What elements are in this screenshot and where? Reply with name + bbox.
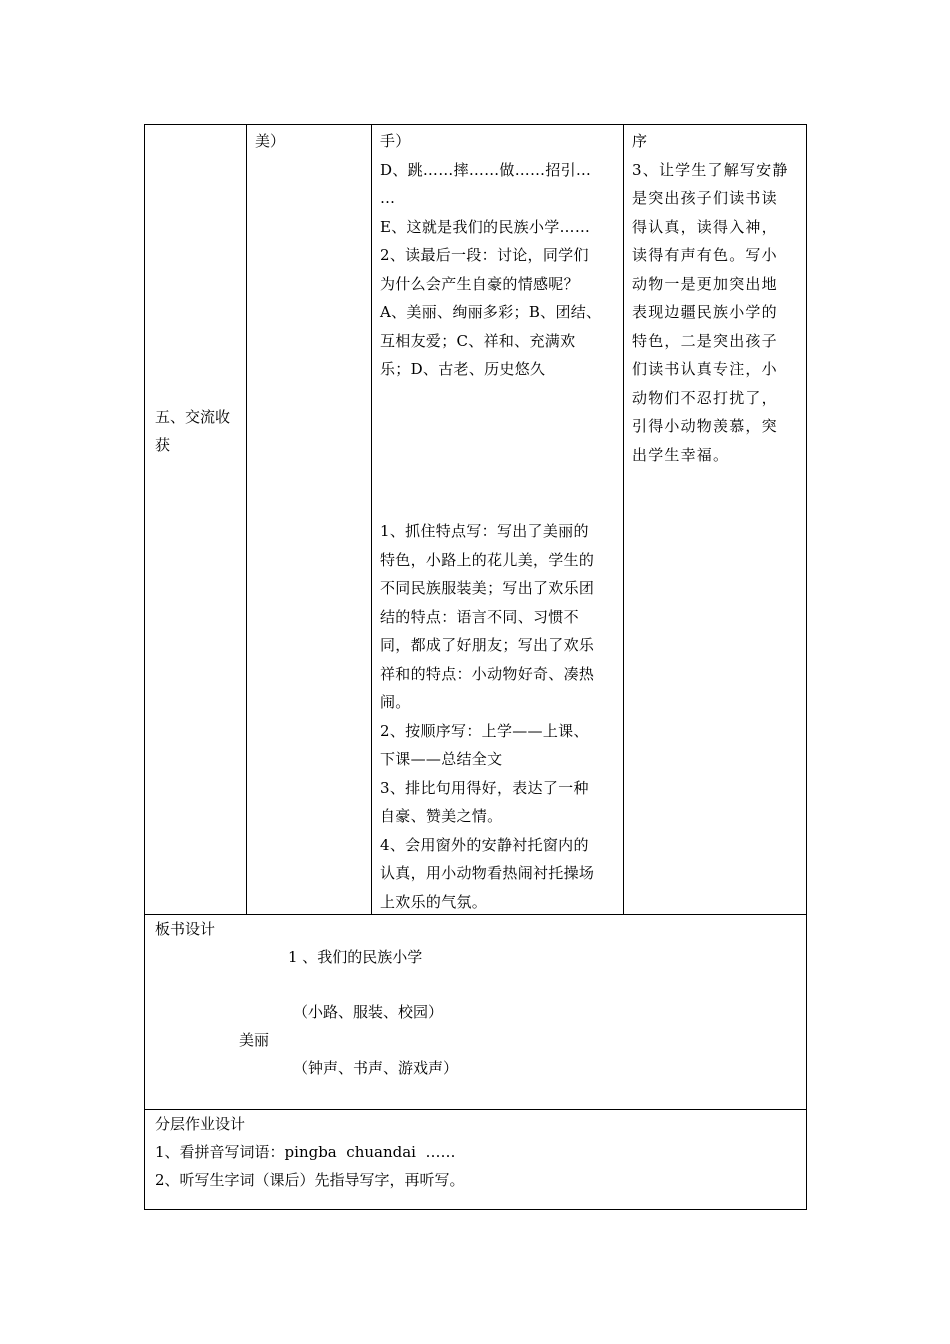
text-line: 3、排比句用得好，表达了一种 [380, 778, 589, 797]
text-line: 为什么会产生自豪的情感呢？ [380, 274, 579, 293]
text-line: 手） [380, 132, 411, 150]
board-heading: 板书设计 [155, 920, 216, 938]
homework-heading: 分层作业设计 [155, 1115, 246, 1133]
text-line: 引得小动物羡慕，突 [632, 417, 778, 435]
text-line: 4、会用窗外的安静衬托窗内的 [380, 835, 589, 854]
text-line: 是突出孩子们读书读 [632, 189, 778, 207]
board-title: 1 、我们的民族小学 [288, 948, 423, 966]
col-divider-2 [371, 125, 372, 914]
board-branch-lower: （钟声、书声、游戏声） [293, 1059, 459, 1077]
text-line: 特色，二是突出孩子 [632, 331, 778, 350]
section-label-exchange [155, 403, 243, 459]
text-line: E、这就是我们的民族小学…… [380, 217, 591, 236]
col3-lower-cell [380, 517, 620, 916]
text-line: 闹。 [380, 693, 411, 711]
text-line: 同，都成了好朋友；写出了欢乐 [380, 636, 595, 654]
col3-upper-cell [380, 127, 620, 384]
text-line: D、跳……摔……做……招引… [380, 160, 592, 179]
text-line: 2、读最后一段：讨论，同学们 [380, 246, 589, 264]
board-branch-upper: （小路、服装、校园） [293, 1003, 444, 1021]
homework-item-2: 2、听写生字词（课后）先指导写字，再听写。 [155, 1171, 465, 1189]
text-line: 自豪、赞美之情。 [380, 807, 503, 825]
col-divider-3 [623, 125, 624, 914]
text-line: 们读书认真专注，小 [632, 360, 778, 378]
board-branch-label: 美丽 [239, 1031, 270, 1049]
lesson-table [144, 124, 807, 1210]
col2-cell [255, 127, 365, 156]
text-line: 表现边疆民族小学的 [632, 303, 778, 321]
homework-item-1: 1、看拼音写词语：pingba chuandai …… [155, 1143, 456, 1161]
text-line: 乐；D、古老、历史悠久 [380, 360, 546, 378]
text-line: 上欢乐的气氛。 [380, 892, 488, 911]
text-line: 序 [632, 132, 649, 150]
col-divider-1 [246, 125, 247, 914]
text-line: 动物们不忍打扰了， [632, 388, 778, 407]
col2-text: 美） [255, 132, 286, 150]
text-line: 动物一是更加突出地 [632, 274, 778, 293]
text-line: 特色，小路上的花儿美，学生的 [380, 550, 595, 569]
text-line: 祥和的特点：小动物好奇、凑热 [380, 664, 595, 683]
text-line: 读得有声有色。写小 [632, 246, 778, 264]
text-line: 互相友爱；C、祥和、充满欢 [380, 331, 576, 350]
text-line: A、美丽、绚丽多彩；B、团结、 [380, 303, 602, 321]
section-label-line: 五、交流收 [155, 408, 231, 426]
text-line: 出学生幸福。 [632, 445, 730, 464]
text-line: 结的特点：语言不同、习惯不 [380, 607, 579, 626]
section-label-line: 获 [155, 436, 171, 454]
text-line: 认真，用小动物看热闹衬托操场 [380, 864, 595, 882]
text-line: 2、按顺序写：上学——上课、 [380, 721, 589, 740]
text-line: 1、抓住特点写：写出了美丽的 [380, 522, 589, 540]
text-line: 不同民族服装美；写出了欢乐团 [380, 579, 595, 597]
text-line: 得认真，读得入神， [632, 217, 778, 236]
text-line: … [380, 189, 396, 207]
text-line: 3、让学生了解写安静 [632, 160, 789, 179]
text-line: 下课——总结全文 [380, 750, 503, 768]
col4-cell [632, 127, 804, 469]
